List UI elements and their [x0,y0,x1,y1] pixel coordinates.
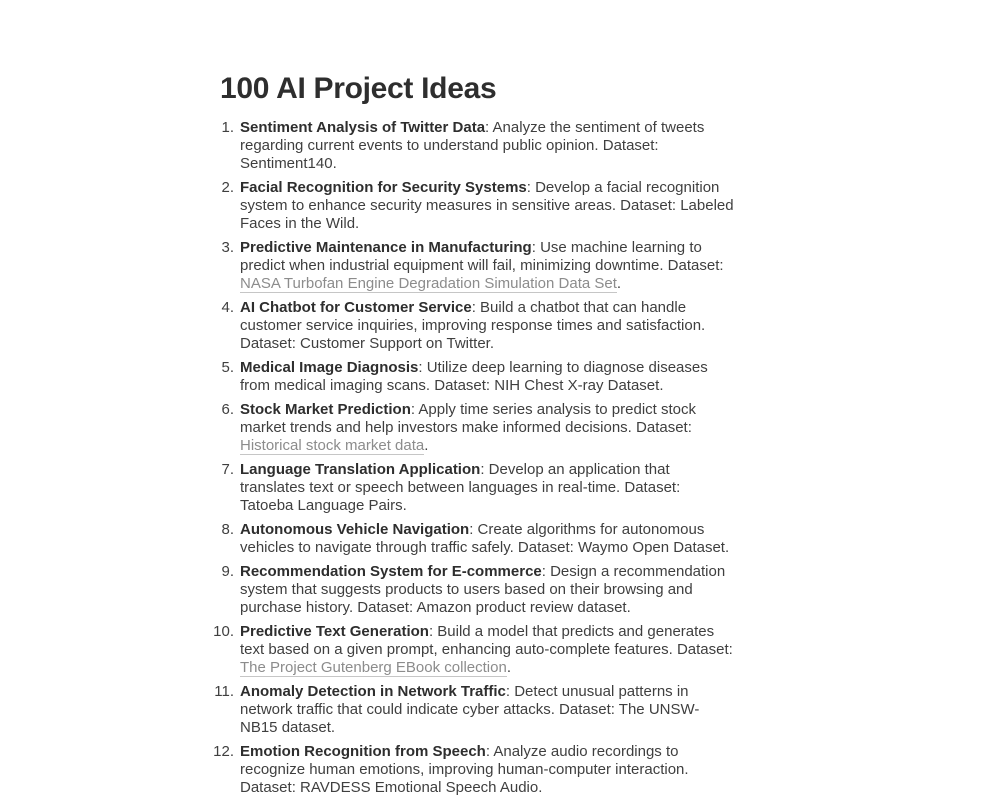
project-name: Medical Image Diagnosis [240,359,419,376]
item-number: 9. [221,563,234,580]
item-number: 2. [221,179,234,196]
list-item [208,683,736,737]
item-description: : Design a recommendation system that suggests products to users based on their browsing and purchase history. Dataset: Amazon product review dataset. [240,563,726,616]
item-text [240,401,734,455]
item-text [240,623,734,677]
item-description: : Build a chatbot that can handle customer service inquiries, improving response times and satisfaction. Dataset: Customer Support on Twitter. [240,299,706,352]
item-number: 1. [221,119,234,136]
item-text [240,299,734,353]
project-name: Stock Market Prediction [240,401,411,418]
project-name: Sentiment Analysis of Twitter Data [240,119,486,136]
item-description: : Utilize deep learning to diagnose diseases from medical imaging scans. Dataset: NIH Chest X-ray Dataset. [240,359,708,394]
item-text [240,521,734,557]
project-name: Recommendation System for E-commerce [240,563,542,580]
project-name: Predictive Maintenance in Manufacturing [240,239,532,256]
project-name: Anomaly Detection in Network Traffic [240,683,506,700]
dataset-link[interactable]: The Project Gutenberg EBook collection [240,659,507,676]
item-description: : Analyze audio recordings to recognize human emotions, improving human-computer interaction. Dataset: RAVDESS Emotional Speech Audio. [240,743,689,796]
project-name: Facial Recognition for Security Systems [240,179,527,196]
project-name: Autonomous Vehicle Navigation [240,521,470,538]
list-item [208,299,736,353]
item-description-after: . [506,659,511,676]
item-description: : Analyze the sentiment of tweets regarding current events to understand public opinion. Dataset: Sentiment140. [240,119,705,172]
list-item [208,359,736,395]
item-description: : Develop a facial recognition system to enhance security measures in sensitive areas. Dataset: Labeled Faces in the Wild. [240,179,734,232]
dataset-link[interactable]: NASA Turbofan Engine Degradation Simulation Data Set [240,275,617,292]
item-number: 3. [221,239,234,256]
item-text [240,683,734,737]
list-item [208,521,736,557]
document-page [208,72,736,803]
project-name: AI Chatbot for Customer Service [240,299,472,316]
list-item [208,461,736,515]
item-text [240,359,734,395]
list-item [208,239,736,293]
item-text [240,461,734,515]
item-number: 11. [214,683,234,700]
item-number: 8. [221,521,234,538]
page-title: 100 AI Project Ideas [220,72,497,105]
project-name: Emotion Recognition from Speech [240,743,486,760]
item-text [240,563,734,617]
list-item [208,743,736,797]
item-text [240,743,734,797]
item-description: : Create algorithms for autonomous vehicles to navigate through traffic safely. Dataset: Waymo Open Dataset. [240,521,730,556]
project-name: Language Translation Application [240,461,481,478]
list-item [208,119,736,173]
item-description-after: . [616,275,622,292]
item-number: 7. [221,461,234,478]
dataset-link[interactable]: Historical stock market data [240,437,425,454]
item-text [240,119,734,173]
item-description: : Develop an application that translates text or speech between languages in real-time. Dataset: Tatoeba Language Pairs. [240,461,681,514]
project-name: Predictive Text Generation [240,623,429,640]
item-number: 6. [221,401,234,418]
list-item [208,563,736,617]
item-number: 10. [213,623,234,640]
item-description: : Detect unusual patterns in network traffic that could indicate cyber attacks. Dataset: The UNSW-NB15 dataset. [240,683,700,736]
item-description-after: . [424,437,429,454]
item-number: 4. [221,299,234,316]
item-description: : Build a model that predicts and generates text based on a given prompt, enhancing auto-complete features. Dataset: [240,623,733,658]
list-item [208,179,736,233]
project-list [208,119,736,797]
item-number: 5. [221,359,234,376]
item-text [240,239,734,293]
list-item [208,623,736,677]
item-description: : Apply time series analysis to predict stock market trends and help investors make informed decisions. Dataset: [240,401,697,436]
item-text [240,179,734,233]
item-description: : Use machine learning to predict when industrial equipment will fail, minimizing downtime. Dataset: [240,239,724,274]
item-number: 12. [213,743,234,760]
list-item [208,401,736,455]
